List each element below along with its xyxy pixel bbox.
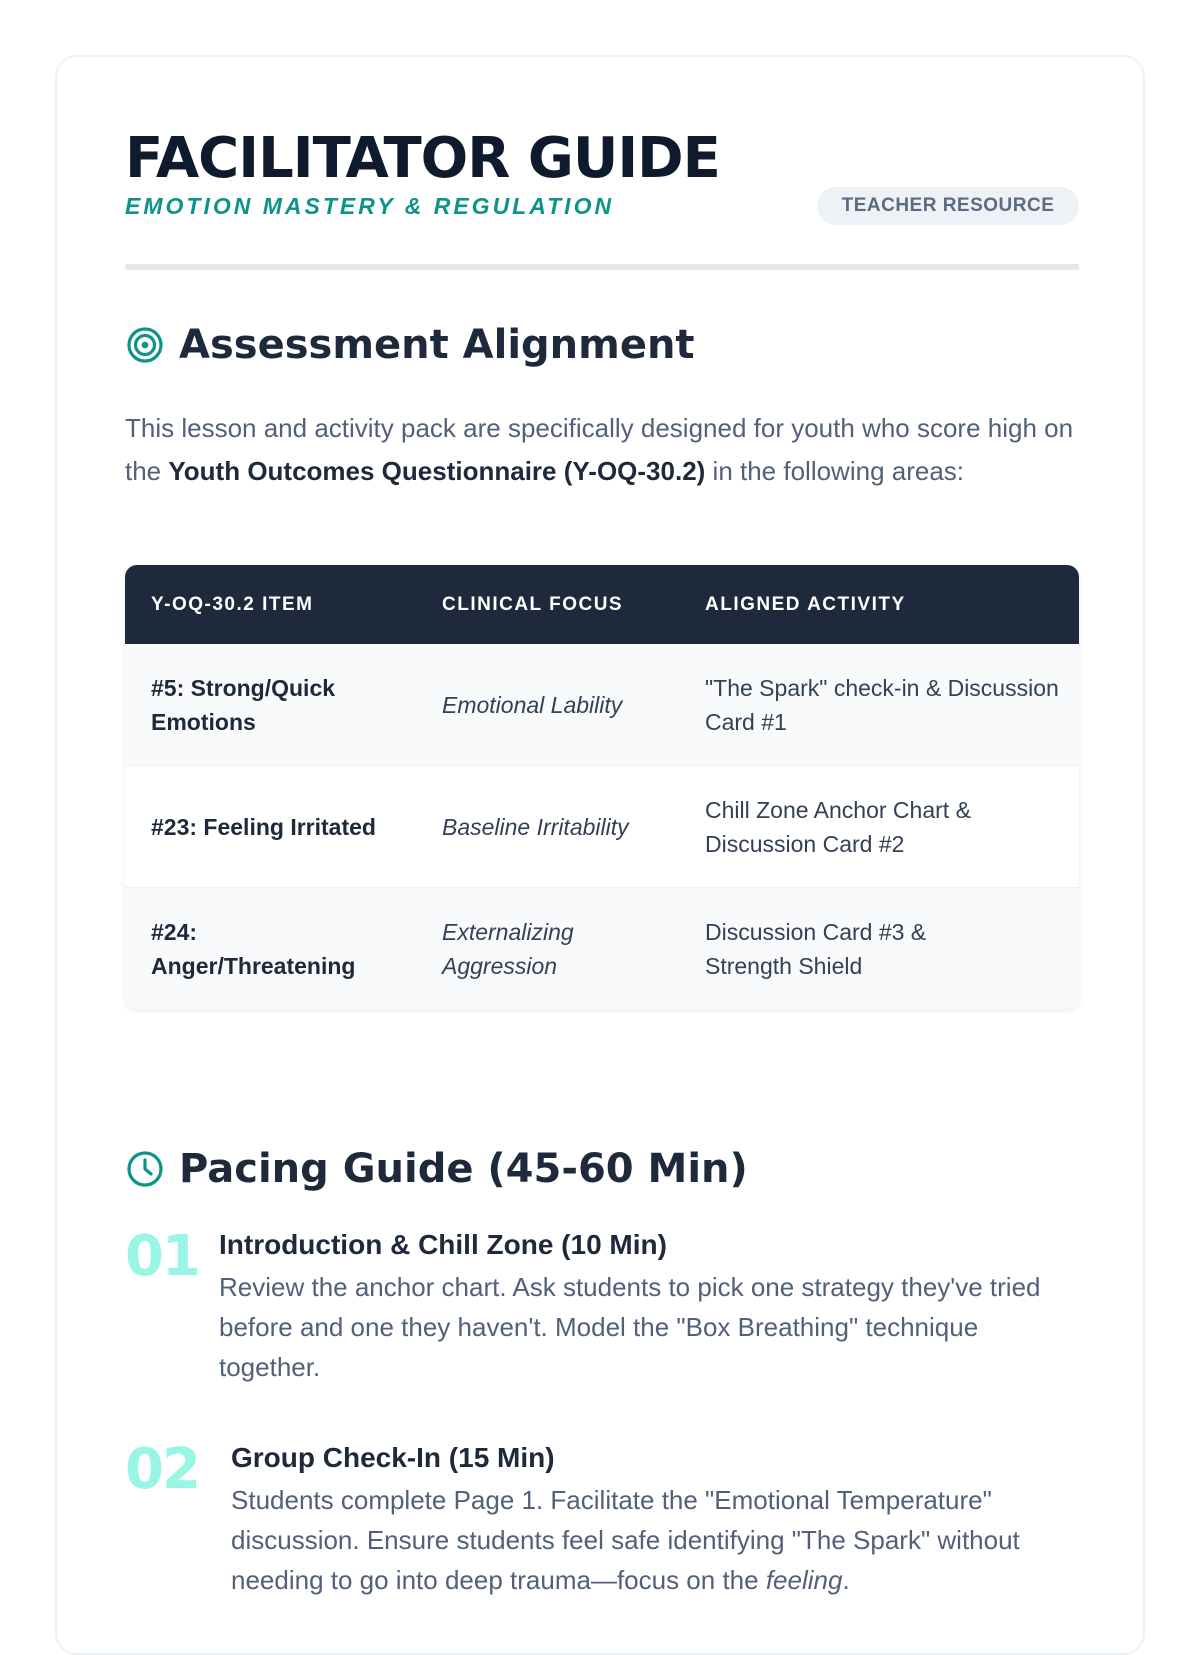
assessment-section-header xyxy=(125,321,695,369)
table-row xyxy=(125,765,1079,887)
pacing-section-header xyxy=(125,1145,748,1193)
table-header-row xyxy=(125,565,1079,644)
activity-cell: Discussion Card #3 & Strength Shield xyxy=(705,918,927,979)
column-header-focus: CLINICAL FOCUS xyxy=(442,593,624,615)
step-number: 02 xyxy=(125,1437,199,1502)
step-text: Students complete Page 1. Facilitate the "Emotional Temperature" discussion. Ensure students feel safe identifying "The Spark" without needing to go into deep trauma—focus on the xyxy=(231,1485,1020,1595)
table-row xyxy=(125,644,1079,765)
item-cell: #24: Anger/Threatening xyxy=(151,918,356,979)
assessment-intro xyxy=(125,407,1079,493)
step-title: Group Check-In (15 Min) xyxy=(231,1442,555,1473)
intro-text-start: This lesson and activity pack are specifically designed for youth who score high on the xyxy=(125,413,1074,486)
clock-icon xyxy=(125,1149,165,1189)
focus-cell: Baseline Irritability xyxy=(442,813,629,840)
alignment-table xyxy=(125,565,1079,1009)
step-number: 01 xyxy=(125,1224,199,1289)
activity-cell: "The Spark" check-in & Discussion Card #1 xyxy=(705,674,1059,735)
column-header-item: Y-OQ-30.2 ITEM xyxy=(151,593,314,615)
intro-text-end: in the following areas: xyxy=(705,456,965,486)
column-header-activity: ALIGNED ACTIVITY xyxy=(705,593,906,615)
page-title: FACILITATOR GUIDE xyxy=(125,126,720,191)
focus-cell: Emotional Lability xyxy=(442,691,623,718)
step-description: Review the anchor chart. Ask students to pick one strategy they've tried before and one they haven't. Model the "Box Breathing" technique together. xyxy=(219,1272,1041,1382)
item-cell: #5: Strong/Quick Emotions xyxy=(151,674,336,735)
teacher-resource-badge: TEACHER RESOURCE xyxy=(817,187,1079,225)
step-title: Introduction & Chill Zone (10 Min) xyxy=(219,1229,667,1260)
guide-card xyxy=(55,55,1145,1655)
activity-cell: Chill Zone Anchor Chart & Discussion Card #2 xyxy=(705,796,971,857)
assessment-heading: Assessment Alignment xyxy=(179,322,695,368)
item-cell: #23: Feeling Irritated xyxy=(151,813,376,840)
step-text-emphasis: feeling xyxy=(765,1565,843,1595)
target-icon xyxy=(125,325,165,365)
step-description xyxy=(231,1480,1066,1600)
focus-cell: Externalizing Aggression xyxy=(442,918,574,979)
pacing-heading: Pacing Guide (45-60 Min) xyxy=(179,1146,748,1192)
step-text-end: . xyxy=(842,1565,850,1595)
table-row xyxy=(125,887,1079,1009)
page-subtitle: EMOTION MASTERY & REGULATION xyxy=(125,193,615,219)
header-divider xyxy=(125,264,1079,270)
intro-text-questionnaire: Youth Outcomes Questionnaire (Y-OQ-30.2) xyxy=(168,456,706,486)
